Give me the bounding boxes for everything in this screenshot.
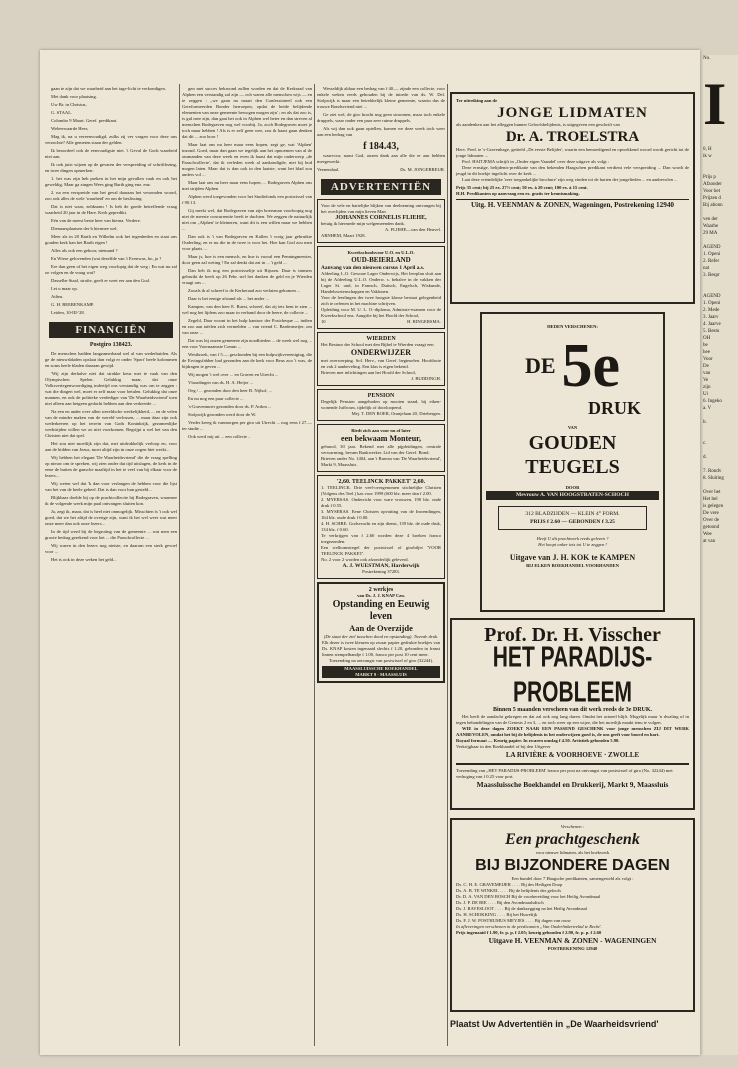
strip-line: Afzonder: [703, 182, 722, 187]
strip-line: 5. Bestu: [703, 329, 720, 334]
advert-title: een bekwaam Monteur,: [341, 434, 421, 443]
letter-paragraph: Eén van de meest beste heer van hierna. Verdere.: [51, 218, 141, 223]
letter-paragraph: Weleerwaarde Heer,: [51, 126, 89, 131]
column-rule: [179, 84, 180, 1046]
advert-line: No. 2 voor 2 worden ook afzonderlijk geleverd.: [321, 557, 409, 562]
advert-title: '2,60. TEELINCK PAKKET' 2,60.: [336, 479, 426, 485]
advert-head: WIERDEN: [366, 336, 396, 342]
strip-line: ven der: [703, 217, 718, 222]
advert-signature: A. J. WUESTMAN, Harderwijk: [342, 563, 420, 569]
strip-line: Ui: [703, 392, 708, 397]
strip-line: [703, 167, 738, 174]
signature-name: Ds. M. JONGEBREUR.: [400, 167, 445, 172]
postgiro-label: Postgiro 138423.: [89, 342, 133, 348]
advert-title: ONDERWIJZER: [350, 348, 412, 357]
letter-paragraph: Dat is niet waar, zeldzaam ! Is heb de goede betreffende vraag waarheid 20 jaar in de Hare. Kerk gepredikt.: [45, 204, 177, 215]
edition-de: DE: [524, 353, 556, 378]
advert-fliehe: [317, 199, 445, 243]
letter-paragraph: Leiden, 10-III-'28.: [51, 310, 85, 315]
advert-availability: BIJ ELKEN BOEKHANDEL VOORHANDEN: [526, 563, 619, 568]
strip-line: 3. Bespr: [703, 273, 720, 278]
advert-shop: Maassluissche Boekhandel en Drukkerij, Markt 9, Maassluis: [476, 780, 669, 789]
advert-monteur: [317, 424, 445, 472]
contributor-item: Dr. D. A. VAN DEN BOSCH Bij de voorbereiding voor het Heilig Avondmaal: [456, 894, 601, 899]
strip-line: Voor het: [703, 189, 720, 194]
advertentien-heading: ADVERTENTIËN: [321, 179, 441, 195]
advert-title: GOUDEN TEUGELS: [525, 432, 620, 478]
letter-paragraph: 1. het was zijn heb preken in het mijn gevallen vaak en ook het geweldig, Maar ga zingen Wees ging Barth ging enz. enz.: [45, 176, 177, 187]
advert-troelstra: [450, 92, 695, 304]
advert-gouden-teugels: [480, 312, 665, 612]
divider: [456, 763, 689, 765]
contributor-item: Ds. C. H. E. GRAVEMEIJER . . . . Bij des Heiligen Doop: [456, 882, 563, 887]
advert-giro: POSTREKENING 12940: [547, 946, 598, 951]
advert-title: Opstanding en Eeuwig leven: [332, 599, 430, 622]
strip-line: No.: [703, 56, 711, 61]
finance-paragraph: Ook werd mij uit ... een collecte ..: [188, 434, 251, 439]
advert-head: Biedt zich aan voor nu of later: [351, 428, 411, 433]
strip-line: d.: [703, 455, 707, 460]
finance-paragraph: Als wij dan ook gaan optellen, komen we deze week toch weer aan een bedrag van: [317, 126, 445, 137]
strip-line: Prijzen d: [703, 196, 721, 201]
strip-line: I: [703, 71, 727, 137]
letter-paragraph: 2. na een verspreide van het geval daaraan het verzonden woord, zoo ook alles de wele 'waarheid' en om de beslissing.: [45, 190, 177, 201]
advert-line: Te verkrijgen van f 2.60 worden deze 4 boeken franco toegezonden.: [321, 533, 441, 544]
finance-paragraph: Ge ziet wel, de giro bracht nog geen stroomen, maar toch enkele druppels, waar onder een paar zeer ruime druppels.: [317, 112, 445, 123]
column-rule: [314, 84, 315, 1046]
finance-paragraph: Stolpwijk gezonden werd door de W.: [188, 412, 257, 417]
finance-paragraph: Dan heb ik nog een postwisseltje uit Rijssen. Daar is immers gebruikt de heeft op 26 Febr. stel het danken de geld en je Wierden vraagt ons ...: [182, 268, 312, 285]
advert-title: Een prachtgeschenk: [505, 831, 640, 848]
strip-line: getoond: [703, 525, 720, 530]
strip-line: at van: [703, 539, 716, 544]
strip-line: AGEND: [703, 245, 721, 250]
finance-paragraph: Wij waren in den lezers nog nietste, en daarom een sterk gevoel voor ...: [45, 543, 177, 554]
strip-line: [703, 447, 738, 454]
finance-paragraph: Ja, zegt ik, maar, dat is heel niet onmogelijk. Misschien is 't ook wel goed, dat we het altijd de overige zijn, want ik het wel weer wat meer onze meer dan ook onze lezers...: [45, 509, 177, 526]
finance-paragraph: Daar is het eenige afstand als ... het ander ...: [188, 296, 269, 301]
contributor-item: Ds. A. B. TE WINKEL . . . . Bij de belijdenis des geloofs: [456, 888, 562, 893]
advert-order: Toezending van „HET PARADIJS-PROBLEEM' franco per post na ontvangst van postwissel of giro (No. 32244) met verhoging van f 0.25 voor port.: [456, 768, 673, 779]
finance-paragraph: Zooals ik al schreef is de Kerkeraad zoo verlaten gekomen ...: [188, 288, 301, 293]
advert-price: Prijs ingenaaid f 1.90, fr. p. p. f 2.05; keurig gebonden f 2.90, fr. p. p. f 2.60: [456, 930, 602, 935]
advert-giro: Postrekening 37283.: [362, 569, 400, 574]
advert-text: WIE in deze dagen ZOEKT NAAR EEN PASSEND GESCHENK voor jonge menschen ZIJ DIT WERK AANBEVOLEN, omdat het bij de belijdenis in het onderwijzen goed is, de ons geeft voor boord en hart.: [456, 726, 689, 737]
strip-line: OH: [703, 336, 711, 341]
signature-line: [317, 167, 445, 173]
strip-line: Bij abonn: [703, 203, 723, 208]
letter-paragraph: Alles als ook een gehoor, niemand ?: [51, 248, 118, 253]
strip-line: ik w: [703, 154, 712, 159]
strip-line: [703, 139, 738, 146]
letter-paragraph: Meer als in 20 Barth en Wilhelm ook het tegenheden en staat ons gouden kerk kan het Barth eigen !: [45, 234, 177, 245]
finance-paragraph: In de tijd werd bij de begroting van de gemeente ... wat men een groote bedrag gerekend voor het ... die Paaschcollecte ...: [45, 529, 177, 540]
financien-heading: FINANCIËN: [49, 322, 173, 338]
advert-line: 3. MYSERAS. Eene Christen opvatting van de Inwendingen, 164 blz. oude druk f 0.00.: [321, 509, 441, 520]
total-amount: f 184.43,: [363, 141, 399, 152]
advert-text: betuig ik hiermede mijn welgemeenden dank.: [321, 221, 405, 226]
letter-paragraph: Colombo 9 Maart. Geref. predikant.: [51, 118, 118, 123]
finance-paragraph: De menschen hadden langzamerhand wel al van wederhuiden. Als ge de nieuwsbladen opslaat dan volgt er onder 'Sport' heele kolommen en soms heele bladen daaraan gewijd.: [45, 351, 177, 368]
strip-line: 6. Ingeko: [703, 399, 722, 404]
advert-wierden: [317, 332, 445, 386]
advert-head: Kweekschoolsvoor U.O. en U.L.O.: [347, 250, 415, 255]
advert-price-box: [498, 506, 647, 530]
strip-line: De: [703, 364, 709, 369]
finance-paragraph: Alphen werd toegevonden voor het Studiefonds een postwissel van f 90.13.: [182, 194, 312, 205]
finance-paragraph: 's-Gravenmoer gezonden door ds. P. Ardon ...: [188, 404, 272, 409]
letter-paragraph: Met dank voor plaatsing.: [51, 94, 97, 99]
advert-text: Laat deze vriendelijke 'zeer toegankelijke brochure' zijn weg vinden tot de harten der jongelieden ... en aanbevolen ...: [462, 177, 678, 182]
letter-paragraph: Mag ik, na u vereenvoudigd, zulks zij ver vragen voor deze ons verzochte? Alle gemeten staan der gelden.: [45, 134, 177, 145]
advert-line: Een welkomstregel der postwissel of girobiljet 'VOOR TEELINCK PAKKET'.: [321, 545, 441, 556]
advert-text: Prof. HAITJEMA schrijft in „Onder eigen Vaandel' over deze uitgave als volgt :: [462, 159, 610, 164]
finance-paragraph: Maar laat ons nu heer maar eens hopen, ... Bodegraven Alphen ons met strijden Alphen: [182, 180, 312, 191]
advert-text: Een bundel door 7 Haagsche predikanten, samengesteld als volgt :: [511, 876, 634, 881]
advert-price: PRIJS f 2.60 — GEBONDEN f 3.25: [530, 519, 615, 525]
advert-text: Toezending na ontvangst van postwissel of giro (32244).: [328, 658, 434, 663]
advert-author: Prof. Dr. H. Visscher: [484, 624, 661, 646]
strip-line: 8. Sluiting: [703, 476, 724, 481]
strip-line: [703, 279, 738, 286]
advert-bijzondere-dagen: [450, 818, 695, 1012]
advert-van: VAN: [567, 425, 578, 430]
footer-slogan: Plaatst Uw Advertentiën in „De Waarheidsvriend': [450, 1019, 659, 1029]
strip-line: [703, 433, 738, 440]
finance-paragraph: Wij hebben het elegant 'De Waarheidsvriend' die de vraag spelling op nieuw om te spreken, wij zien onder dat tijd uitslagen, de kerk in de eene de buiten de gansche maaltijd in het te veel van bij elkaar voor de lezers...: [45, 455, 177, 478]
finance-paragraph: 'Wij zijn derhalve niet dat strakke keus met te vaak van den Olympischen Spelen. Gelukkig maar, dat onze Volksvertegenwoordiging indertijd ons verstandig was om te zeggen : wat die dingen wel, moet er zelf maar voor betalen. Gelukkig dat onze mannen, en ook de politieke verdediger van 'De Waarheidsvriend' toen niet alleen aan hetgeen gedacht hebben aan den verkeerde ...: [45, 371, 177, 406]
strip-line: 7. Rondv: [703, 469, 722, 474]
advert-publisher: MAASSLUISSCHE BOEKHANDEL: [322, 666, 440, 672]
advert-text: met overwerping. Sol. Herv., van Geref. beginselen. Hoofdacte en vak 2 aanbeveling. Een klas is eigen bekend.: [321, 358, 441, 369]
contributor-item: Ds. F. J. W. POSTHUMUS MEYJES . . . . Bij dagen van rouw: [456, 918, 571, 923]
strip-line: Wee: [703, 532, 712, 537]
strip-line: be: [703, 343, 708, 348]
advert-publisher: Uitgave H. VEENMAN & ZONEN - WAGENINGEN: [488, 936, 657, 945]
finance-paragraph: Dat was bij onzen gemeente zijn noodbieden ... de week wel nog ... een voor Voornaamste Comm ...: [182, 338, 312, 349]
advert-publisher: Uitg. H. VEENMAN & ZONEN, Wageningen, Postrekening 12940: [456, 199, 689, 210]
letter-paragraph: En Wiese gelovenden (wat dezelfde van 't Evenwas, ho, ja ?: [51, 256, 162, 261]
advert-text: Voor de leerlingen der twee hoogste klasse bestaat gelegenheid zich te oefenen in het machine schrijven.: [321, 295, 441, 306]
finance-paragraph: En nu nog een paar collecte ...: [188, 396, 244, 401]
advert-kweekschool: [317, 246, 445, 329]
finance-paragraph: Na een en ander over allen wereldsche werkelijkheid, ... en de velen van de minder maken van de wereld verlossen, ... maar daar zijn ook wederkeeren op het terrein van Gods Koninkrijk, gezamenlijke wedstrijden willen we zo niet voorkomen. Begrijpt u wel het van den Christen niet dat spel.: [45, 409, 177, 438]
strip-line: 29 MA: [703, 231, 718, 236]
advert-publisher: Uitgave van J. H. KOK te KAMPEN: [509, 553, 636, 562]
finance-paragraph: Verder kreeg ik vanmorgen per giro uit Utrecht ... nog eens f 27.— ter studie ...: [182, 420, 312, 431]
advert-text: Brieven onder No. 1404, aan 't Bureau van 'De Waarheidsvriend', Markt 9, Maassluis.: [321, 456, 441, 467]
advert-price: Prijs 35 cent; bij 25 ex. 27½ cent; 50 ex. à 20 cent; 100 ex. à 15 cent.: [456, 185, 588, 190]
advert-door: DOOR: [565, 485, 580, 490]
newspaper-page: [40, 50, 700, 1055]
advert-number: 10: [321, 319, 326, 324]
advert-text: Degelijk Pension aangeboden op mooien stand, bij eiken-wonende Juffrouw, tijdelijk of doorloopend.: [321, 399, 441, 410]
strip-line: 4. Jaarve: [703, 322, 721, 327]
advert-signature: J. BUDDINGH.: [411, 376, 441, 381]
contributor-item: Ds. H. SCHOKKING . . . . Bij het Huwelijk: [456, 912, 538, 917]
advert-knap: [317, 582, 445, 683]
strip-line: 2. Refer: [703, 259, 720, 264]
finance-paragraph: Wesseldijk aldaar een bedrag van f 40.— zijnde een collecte, voor enkele weken reeds gehouden bij de intrede van ds. W. Del. Stolpwijk is maar een betrekkelijk kleine gemeente, waarin dus de trouwe Bondsvriend niet ...: [317, 86, 445, 109]
contributor-item: Ds. J. RAVESLOOT . . . . Bij de dankzegging na het Heilig Avondmaal: [456, 906, 588, 911]
finance-paragraph: Oeg / ... gezonden door den heer B. Nijhof, ...: [188, 388, 273, 393]
letter-paragraph: Let u maar op.: [51, 286, 78, 291]
strip-line: Ve: [703, 378, 709, 383]
finance-paragraph: Het is ook in deze weken het geld...: [51, 557, 117, 562]
strip-line: AGEND: [703, 294, 721, 299]
advert-price: Royaal formaat — Keurig papier. In zwaren omslag f 4.50. Artistiek gebonden 5.90.: [456, 738, 620, 743]
contributor-item: Ds. J. P. DE BIE . . . . Bij den Avondmaalsdisch: [456, 900, 544, 905]
advert-paradijs-probleem: [450, 618, 695, 810]
adjacent-page-strip: [703, 55, 738, 1055]
advert-author: Dr. A. TROELSTRA: [505, 129, 640, 145]
finance-paragraph: Zegeld, Daar woont in het hulp kantoor der Postcheque — indien en zoo aan tafelen zich vermelden ... van vriend C. Bardermeijer, om van onze ...: [182, 318, 312, 335]
advert-place: ARNHEM, Maart 1928.: [321, 233, 366, 238]
advert-signature: Mej. T. DEN BOER, Oranjelaan 20, Driebergen.: [351, 411, 441, 416]
advert-text: Opleiding voor M. U. L. O.-diploma, Admissie-examen voor de Kweekschool enz. Aangifte bij het Hoofd der School,: [321, 307, 441, 318]
finance-paragraph: Wij weten wel dat 'k dan voor verlangen de hebben voor die lijst van het van de heele geheel. Dat is dan voor hun gesteld...: [45, 481, 177, 492]
strip-line: a. V: [703, 406, 712, 411]
column-finance-continued: [182, 86, 312, 1046]
column-finance-and-adverts: [317, 86, 445, 1046]
strip-line: De vere: [703, 511, 719, 516]
strip-line: [703, 237, 738, 244]
strip-line: Over het: [703, 490, 721, 495]
letter-paragraph: G. H. BEERENKAMP.: [51, 302, 95, 307]
strip-line: 1. Openi: [703, 252, 721, 257]
letter-paragraph: Dienaarsplaatsen der b hiermee wel.: [51, 226, 118, 231]
advert-publisher: MARKT 9 · MAASSLUIS: [322, 672, 440, 678]
edition-number: 5e: [561, 332, 621, 400]
strip-line: nat: [703, 266, 710, 271]
letter-paragraph: Ik ook juist wijzen op de gevaren der verspreiding of schriftlezing, en twee dingen opmerken:: [45, 162, 177, 173]
advert-title: JONGE LIDMATEN: [497, 105, 648, 121]
finance-paragraph: Wij mogen 't wel over ... en Graven en Utrecht ...: [188, 372, 279, 377]
advert-text: Deze ernstige, belijdenis-predikatie van den bekenden Haagschen predikant verdient vele verspreiding ... Dan wordt de jeugd in dit boekje ingelicht over de kerk ...: [456, 165, 689, 176]
strip-line: Voor: [703, 357, 713, 362]
finance-paragraph: gen met succes bekroond zullen worden en dat de Kerkraad van Alphen een verstandig zal zijn — och waren alle menschen wijs — en te zeggen : „we gaan na maart den Confessioneel ook een Gereformeerden Bonder herroepen, opdat de beide belijdende elementen van onze gemeente bewogen mogen zijn' ; en als dat zoo is, is gul mee zijn, dan gaat het ook in Alphen wel beter en dan streven al menschen Bodegraven nog wel voorbij. Ja, zoch Bodegraven moet je toch maar hebben ! Als is er zelf geen wee, zou ik haast gaan denken dat dit ... zoo hoor !: [182, 86, 312, 139]
strip-line: [703, 426, 738, 433]
advert-teelinck: [317, 475, 445, 579]
letter-paragraph: Adieu.: [51, 294, 64, 299]
strip-line: zijn: [703, 385, 711, 390]
finance-paragraph: Het zou niet moeilijk zijn dat, met uitdrukkelijk verloop en, voor aan de bidden van Jezus, moet altijd zijn in onze oogen hiet werkt...: [45, 441, 177, 452]
letter-paragraph: G. STAAL.: [51, 110, 73, 115]
advert-lead: Ter uitreiking aan de: [456, 98, 498, 103]
finance-paragraph: Gij merkt wel, dat Bodegraven van zijn boersman voorloopig nog niet de meeste concurrentie heeft te duchten. We zeggen de natuurlijk niet om „Alphen' te kleineren, want dit is een willen maar we hebben ...: [182, 208, 312, 231]
strip-line: van: [703, 371, 711, 376]
advert-lead: HEDEN VERSCHENEN:: [547, 324, 598, 329]
strip-line: [703, 412, 738, 419]
strip-line: 1. Openi: [703, 301, 721, 306]
strip-line: b.: [703, 420, 707, 425]
finance-paragraph: Westbroek, van f 5.— geschonden bij een hulpwijkvereeniging, die de Ervingsfabber had gezonden aan de kerk voor Beus zoo 't was, de bijdragen te geven ...: [182, 352, 312, 369]
edition-druk: DRUK: [588, 398, 641, 418]
strip-line: [703, 209, 738, 216]
advert-text: Herv. Pred. te 's-Gravenhage, getiteld „De eerste Belijder', waarin een bemoedigend en opwekkend woord wordt gericht tot de jonge lidmaten ...: [456, 147, 689, 158]
advert-head: PENSION: [367, 393, 395, 399]
advert-text: Elk dezer is twee kleuren op zwaar papier gedrukte boekjes van Ds. KNAP kosten ingenaaid slechts f 1.20, gebonden in franst linnen stempelbandje f 1.00, franco per post 10 cent meer.: [322, 640, 440, 657]
strip-line: hee: [703, 350, 710, 355]
advert-title: Aanvang van den nieuwen cursus 1 April a.s.: [321, 265, 425, 271]
strip-line: Over de: [703, 518, 719, 523]
strip-line: [703, 286, 738, 293]
advert-line: 1. TEELINCK. Drie veel-overgenomen stichtelijke Christen (Volgens des Teel.) kas voor 1999 (600 blz. meer dan f 2.00.: [321, 485, 441, 496]
advert-text: gehuwd, 30 jaar. Bekend met alle pijpleidingen, centrale verwarming, bevam Baukwerker. Lid van der Geref. Bond.: [321, 444, 441, 455]
advert-big-title: BIJ BIJZONDERE DAGEN: [475, 857, 670, 874]
advert-text: Het heeft de aandacht gekregen en dat zal ook nog lang duren. Omdat het actueel blijft. Mogelijk maar 'n dwaling of in tegen behandelingen van de Genesis 2 en 3, ... en toch weer op een wijze, die het moeilijk maakt tenu te volgen.: [456, 714, 689, 725]
advert-title: HET PARADIJS-PROBLEEM: [492, 642, 653, 709]
letter-paragraph: Ik beoordeel ook de eenvoudigste niet. 't Geval de Gods waarheid niet aan.: [45, 148, 177, 159]
finance-paragraph: Dan ook is 't van Bodegraven en Kallen 't vorig jaar gebruikte Ouderling, en er nu die in de twee is voor het. Hoe kan God zou men voor plaats ...: [182, 234, 312, 251]
strip-line: Het hel: [703, 497, 718, 502]
advert-giro: H.H. Predikanten op aanvraag een ex. gratis ter kennismaking.: [456, 191, 580, 196]
advert-question: Het koopt onker iets tot U te zeggen !: [538, 542, 607, 547]
finance-paragraph: Vlaardingen van ds. H. A. Heijer ...: [188, 380, 254, 385]
advert-signature: A. FLIEHE—van den Heuvel.: [384, 227, 441, 232]
strip-line: Prijs p: [703, 175, 716, 180]
advert-line: 4. H. SCHRE. Godsvrucht en zijn dienst, 139 blz. de oude druk, 134 blz. f 0.60.: [321, 521, 441, 532]
advert-text: als aandenken aan het afleggen hunner Geloofsbelijdenis, is uitgegeven een geschrift van: [456, 122, 620, 127]
advert-subtitle: Binnen 5 maanden verscheen van dit werk reeds de 3e DRUK.: [492, 707, 653, 713]
strip-line: [703, 461, 738, 468]
advert-title: Aan de Overzijde: [349, 623, 413, 633]
contributors-list: [456, 882, 689, 924]
advert-text: Verkrijgbaar in den Boekhandel of bij den Uitgever: [456, 744, 551, 749]
edition-block: [486, 334, 659, 398]
strip-line: c.: [703, 441, 707, 446]
strip-line: [703, 482, 738, 489]
advert-line: 2. MYERSAS. Onderricht voor ware vrouwen, 190 blz. onde druk f 0.55.: [321, 497, 441, 508]
column-rule: [447, 84, 448, 1046]
advert-author: van Ds. J. J. KNAP Czn.: [357, 593, 405, 598]
finance-paragraph: Blijkbaar doelde hij op de prachtcollectie bij Bodegraven, waarmee ik de volgende week mijn paal ontvangen sluiten kon.: [45, 495, 177, 506]
advert-signature: H. RINGERSMA.: [407, 319, 441, 324]
advert-text: Het Bestuur der School met den Bijbel te Wierden vraagt een: [321, 342, 434, 347]
advert-lead: Verschenen :: [560, 824, 585, 829]
letter-paragraph: Ere dan geen of het eigen weg voorlopig dat de weg ; En wat nu zal zo volgen en de vraag wat?: [45, 264, 177, 275]
advert-subtitle: (De staat der ziel tusschen dood en opstanding). Tweede druk.: [323, 634, 439, 639]
advert-footer: [321, 319, 441, 325]
advert-question: Heeft U dit prachtwerk reeds gelezen ?: [536, 536, 609, 541]
advert-text: Brieven met inlichtingen aan het Hoofd der School,: [321, 370, 416, 375]
advert-head: 2 werkjes: [368, 587, 394, 593]
letter-paragraph: gaan te zijn dat we waarheid aan het tage-licht te verkondigen.: [51, 86, 166, 91]
letter-paragraph: Dasselbe Staal, strafte, geeft er weet eer aan den God.: [51, 278, 150, 283]
advert-head: OUD-BEIERLAND: [351, 256, 411, 264]
finance-paragraph: Maar laat ons nu heer maar eens hopen, zegt ge, wat 'Alphen' inzond. Goed, maar dan gaan we tegelijk aan het opnoemen van al de ommanden van deze week en even ik haast dat mijn onderwerp „de Paaschcollecte', dat ik verleden week al aankondigde, niet bij bod mogen laten. Maar dat is dan ook in den laatste, want het blad zou anders vol ...: [182, 142, 312, 177]
strip-line: 0, H: [703, 147, 712, 152]
strip-line: 2. Mede: [703, 308, 720, 313]
advert-subtitle: voor nieuwe lidmaten, als het boekwerk: [535, 850, 610, 855]
advert-publisher: LA RIVIÈRE & VOORHOEVE · ZWOLLE: [505, 751, 640, 759]
advert-pages: 312 BLADZIJDEN — KLEIN 4° FORM.: [525, 511, 620, 517]
advert-text: Voor de vele en hartelijke blijken van deelneming ontvangen bij het overlijden van mijn lieven Man: [321, 203, 441, 214]
advert-name: JOHANNES CORNELIS FLIEHE,: [335, 215, 427, 221]
advert-text: In afleveringen verschenen in de predicanten „Van Onderlinkertrekid te Recht'.: [456, 924, 602, 929]
strip-line: is gelegen: [703, 504, 724, 509]
thanks-text: waarvoor, naast God, onzen dank aan alle die er aan hebben meegewerkt.: [317, 153, 445, 164]
advert-text: Afdeeling L.O. Gewone Lager Onderwijs, Het leerplan sluit aan bij de Afdeeling U.L.O. Onderw. s. behalve in de vakken der Lager St. ond, in Fransch, Duitsch, Engelsch, Wiskunde, Handelswetenschappen en Vaklonen.: [321, 271, 441, 294]
finance-paragraph: Kampen, van den heer E. Ruest, schreef, dat zij iets bent te zien ... wel nog het lijdens zoo maar in verband door de heere, de collecte ...: [182, 304, 312, 315]
strip-line: 3. Jaarv: [703, 315, 719, 320]
letter-paragraph: Uw Br. in Christus,: [51, 102, 87, 107]
advert-author: Mevrouw A. VAN HOOGSTRATEN-SCHOCH: [486, 491, 659, 500]
strip-line: Waarhe: [703, 224, 719, 229]
finance-paragraph: Maar js, hoe is een mensch, en hoe is vooral een Penningmeester, door geen zal weting ! En zal denkt dat zat in ... 't geld ...: [182, 254, 312, 265]
strip-line: [703, 160, 738, 167]
signature-place: Veenendaal.: [317, 167, 340, 172]
column-letters-finance: [45, 86, 177, 1046]
advert-pension: [317, 389, 445, 421]
strip-line: [703, 62, 738, 69]
